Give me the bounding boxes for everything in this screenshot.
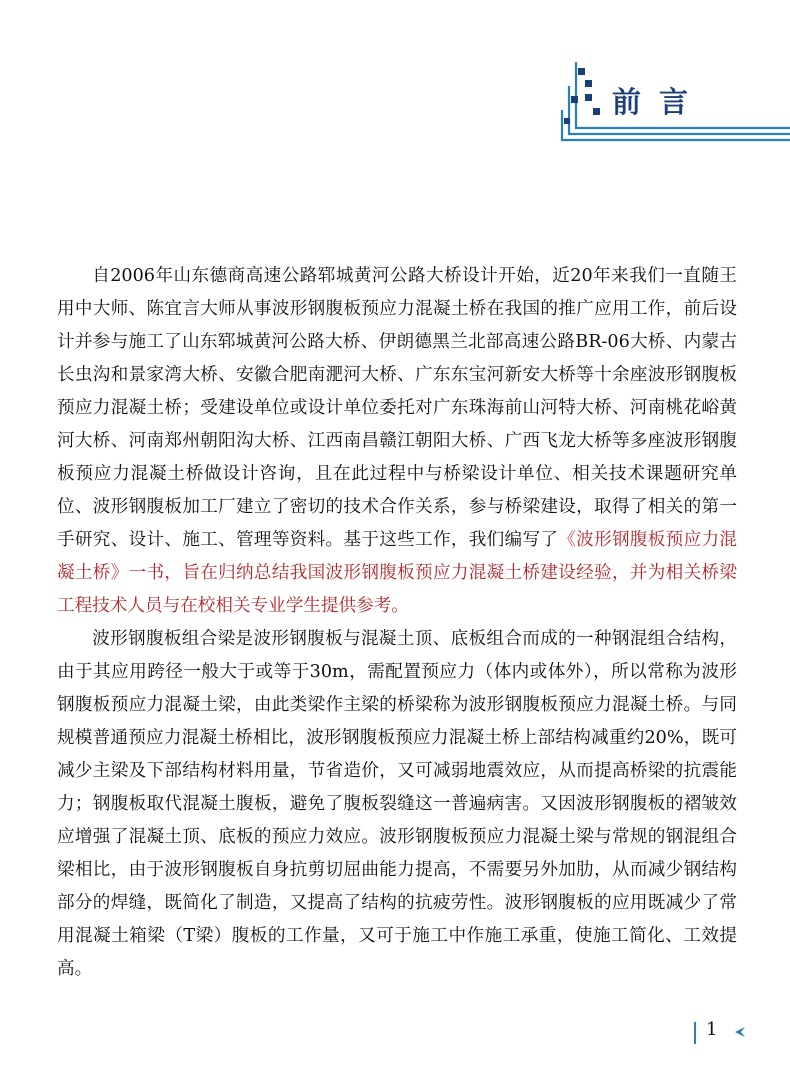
footer-divider [694,1022,696,1044]
left-arrow-icon [734,1026,746,1038]
highlighted-text: 《波形钢腹板预应力混凝土桥》一书，旨在归纳总结我国波形钢腹板预应力混凝土桥建设经验，并为相关桥梁工程技术人员与在校相关专业学生提供参考。 [57,530,737,616]
page-number: 1 [706,1019,718,1040]
paragraph-1 [57,260,737,623]
paragraph-2: 波形钢腹板组合梁是波形钢腹板与混凝土顶、底板组合而成的一种钢混组合结构，由于其应用跨径一般大于或等于30m，需配置预应力（体内或体外），所以常称为波形钢腹板预应力混凝土梁，由此类梁作主梁的桥梁称为波形钢腹板预应力混凝土桥。与同规模普通预应力混凝土桥相比，波形钢腹板预应力混凝土桥上部结构减重约20%，既可减少主梁及下部结构材料用量，节省造价，又可减弱地震效应，从而提高桥梁的抗震能力；钢腹板取代混凝土腹板，避免了腹板裂缝这一普遍病害。又因波形钢腹板的褶皱效应增强了混凝土顶、底板的预应力效应。波形钢腹板预应力混凝土梁与常规的钢混组合梁相比，由于波形钢腹板自身抗剪切屈曲能力提高，不需要另外加肋，从而减少钢结构部分的焊缝，既简化了制造，又提高了结构的抗疲劳性。波形钢腹板的应用既减少了常用混凝土箱梁（T梁）腹板的工作量，又可于施工中作施工承重，使施工简化、工效提高。 [57,629,737,979]
paragraph-1-text: 自2006年山东德商高速公路郓城黄河公路大桥设计开始，近20年来我们一直随王用中大师、陈宜言大师从事波形钢腹板预应力混凝土桥在我国的推广应用工作，前后设计并参与施工了山东郓城黄河公路大桥、伊朗德黑兰北部高速公路BR-06大桥、内蒙古长虫沟和景家湾大桥、安徽合肥南淝河大桥、广东东宝河新安大桥等十余座波形钢腹板预应力混凝土桥；受建设单位或设计单位委托对广东珠海前山河特大桥、河南桃花峪黄河大桥、河南郑州朝阳沟大桥、江西南昌赣江朝阳大桥、广西飞龙大桥等多座波形钢腹板预应力混凝土桥做设计咨询，且在此过程中与桥梁设计单位、相关技术课题研究单位、波形钢腹板加工厂建立了密切的技术合作关系，参与桥梁建设，取得了相关的第一手研究、设计、施工、管理等资料。基于这些工作，我们编写了 [57,266,737,550]
page-title: 前言 [612,85,707,119]
preface-body [57,260,737,986]
